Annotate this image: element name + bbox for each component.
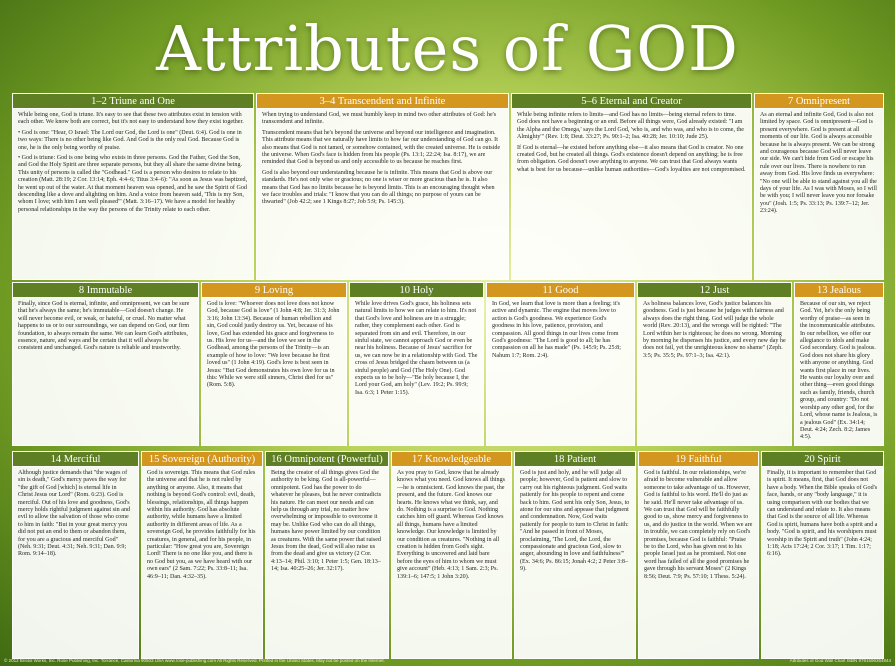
attribute-paragraph: God is just and holy, and he will judge all people; however, God is patient and slow to carry out his righteous judgment. God waits patiently for his people to repent and come back to him. God sent his only Son, Jesus, to atone for our sins and appease that judgment and condemnation. Now, God waits patiently for people to turn to Christ in faith: "And he passed in front of Moses, proclaiming, 'The Lord, the Lord, the compassionate and gracious God, slow to anger, abounding in love and faithfulness'" (Ex. 34:6; Ps. 86:15; Jonah 4:2; 2 Peter 3:8–9). <box>520 470 630 573</box>
attribute-card <box>761 451 884 659</box>
attribute-header: 12 Just <box>638 283 791 298</box>
attribute-header: 15 Sovereign (Authority) <box>142 452 262 467</box>
attribute-header: 1–2 Triune and One <box>13 94 253 109</box>
attribute-paragraph: Being the creator of all things gives God the authority to be king. God is all-powerful—omnipotent. God has the power to do whatever he pleases, but he never contradicts his nature. He can meet our needs and can help us through any trial, no matter how overwhelming or impossible to overcome it may be. Unlike God who can do all things, humans have power limited by our condition as creatures. With the same power that raised Jesus from the dead, God will also raise us from the dead and give us victory (2 Cor. 4:13–14; Phil. 3:10; 1 Peter 1:5; Gen. 18:13–14; Isa. 40:25–26; Jer. 32:17). <box>271 470 382 573</box>
attribute-paragraph: God is also beyond our understanding because he is infinite. This means that God is above our standards. He's not only wise or gracious; no one is wiser or more gracious than he is. It also means that God has no limits because he is beyond limits. This is an encouraging thought when we face troubles and trials: "I know that you can do all things; no purpose of yours can be thwarted" (Job 42:2; see 1 Kings 8:27; Job 5:9; Ps. 145:3). <box>262 169 495 206</box>
attribute-paragraph: God is love: "Whoever does not love does not know God, because God is love" (1 John 4:8; Jer. 31:3; John 3:16; John 13:34). Because of human rebellion and sin, God could justly destroy us. Yet, because of his love, God has extended his grace and forgiveness to us. His love for us—and the love we see in the Godhead, among the persons of the Trinity—is an example of how to love: "We love because he first loved us" (1 John 4:19). God's love is best seen in Jesus: "But God demonstrates his own love for us in this: While we were still sinners, Christ died for us" (Rom. 5:8). <box>207 301 340 389</box>
attribute-paragraph: Because of our sin, we reject God. Yet, he's the only being worthy of praise—as seen in the incommunicable attributes. In our rebellion, we offer our allegiance to idols and make God secondary. God is jealous. God does not share his glory with anyone or anything. God wants first place in our lives. He wants our loyalty over and other thing—even good things such as family, friends, church group, and country: "Do not worship any other god, for the Lord, whose name is Jealous, is a jealous God" (Ex. 34:14; Deut. 4:24; Zech. 8:2; James 4:5). <box>800 301 878 441</box>
attribute-card <box>754 93 884 280</box>
attribute-header: 13 Jealous <box>795 283 883 298</box>
attribute-header: 20 Spirit <box>762 452 883 467</box>
attribute-header: 14 Merciful <box>13 452 138 467</box>
attribute-header: 10 Holy <box>350 283 483 298</box>
attribute-body <box>13 109 253 220</box>
attribute-paragraph: In God, we learn that love is more than a feeling; it's active and dynamic. The engine that moves love to action is God's goodness. We experience God's goodness in his love, patience, provision, and compassion. All good things in our lives come from God's goodness: "The Lord is good to all; he has compassion on all he has made" (Ps. 145:9; Ps. 25:8; Nahum 1:7; Rom. 2:4). <box>492 301 621 359</box>
attribute-header: 17 Knowledgeable <box>392 452 511 467</box>
attribute-header: 8 Immutable <box>13 283 198 298</box>
attribute-body <box>755 109 883 222</box>
attribute-paragraph: If God is eternal—he existed before anything else—it also means that God is creator. No one created God, but he created all things. God's existence doesn't depend on anything; he is free from obligation. God doesn't owe anything to anyone. We can trust that God always wants what is best for us because—unlike human authorities—God's loyalties are not compromised. <box>517 144 746 173</box>
footer-copyright: © 2012 Bristol Works, Inc. Rose Publishing, Inc. Torrance, California 90503 USA www.rose-publishing.com All Rights Reserved. Printed in the United States. May not be posted on the Internet. <box>4 657 385 663</box>
attribute-paragraph: Finally, since God is eternal, infinite, and omnipresent, we can be sure that he's always the same; he's immutable—God doesn't change. He will never become evil, or weak, or hateful, or cruel. No matter what happens to us or to our surroundings, we can depend on God, our firm foundation, to always remain the same. We can learn God's attributes, essence, nature, and ways and be certain that it will always be consistent and unchanged. God's nature is reliable and trustworthy. <box>18 301 190 352</box>
attribute-body <box>142 467 262 587</box>
attribute-paragraph: As you pray to God, know that he already knows what you need. God knows all things—he is omniscient. God knows the past, the present, and the future. God knows our hearts. He knows what we think, say, and do. Nothing is a surprise to God. Nothing catches him off guard. Whereas God knows all things, humans have a limited knowledge. Our knowledge is limited by our condition as creatures. "Nothing in all creation is hidden from God's sight. Everything is uncovered and laid bare before the eyes of him to whom we must give account" (Heb. 4:13; 1 Sam. 2:3; Ps. 139:1–6; 147:5; 1 John 3:20). <box>397 470 505 580</box>
attribute-card <box>637 282 792 446</box>
attribute-header: 5–6 Eternal and Creator <box>512 94 751 109</box>
attribute-paragraph: • God is triune: God is one being who exists in three persons. God the Father, God the Son, and God the Holy Spirit are three separate persons, but they all share the same divine being. This unity of persons is called the "Godhead." God is a person who desires to relate to his creation (Matt. 28:19; 2 Cor. 13:14; Eph. 4:4–6; Titus 3:4–6): "As soon as Jesus was baptized, he went up out of the water. At that moment heaven was opened, and he saw the Spirit of God descending like a dove and alighting on him. And a voice from heaven said, 'This is my Son, whom I love; with him I am well pleased'" (Matt. 3:16–17). We have a model for healthy personal relationships in the way the persons of the Trinity relate to each other. <box>18 155 248 213</box>
attribute-body <box>13 467 138 565</box>
attribute-paragraph: When trying to understand God, we must humbly keep in mind two other attributes of God: he's transcendent and infinite. <box>262 112 497 126</box>
attribute-body <box>257 109 508 213</box>
attribute-card <box>638 451 759 659</box>
attribute-body <box>202 298 346 396</box>
attribute-body <box>639 467 758 587</box>
attribute-paragraph: While being infinite refers to limits—and God has no limits—being eternal refers to time. God does not have a beginning or an end. Before all things were, God already existed: "I am the Alpha and the Omega,' says the Lord God, 'who is, and who was, and who is to come, the Almighty'" (Rev. 1:8; Deut. 33:27; Ps. 90:1–2; Isa. 40:28; Jer. 10:10; Jude 25). <box>517 112 744 141</box>
attribute-body <box>13 298 198 359</box>
attribute-card <box>201 282 347 446</box>
attribute-paragraph: While love drives God's grace, his holiness sets natural limits to how we can relate to him. It's not that God's love and holiness are in a struggle; rather, they complement each other. God is separated from sin and evil. Therefore, in our sinful state, we cannot approach God or even be near his holiness. Because of Jesus' sacrifice for us, we can now be in a relationship with God. The cross of Jesus bridged the chasm between us (a sinful people) and God (The Holy One). God expects us to be holy—"Be holy because I, the Lord your God, am holy" (Lev. 19:2; Ps. 99:9; Isa. 6:3; 1 Peter 1:15). <box>355 301 478 396</box>
attribute-body <box>795 298 883 446</box>
attribute-body <box>392 467 511 587</box>
attribute-card <box>12 282 199 446</box>
attribute-body <box>512 109 751 180</box>
attribute-paragraph: Transcendent means that he's beyond the universe and beyond our intelligence and imagination. This attribute means that we naturally have limits to how far our understanding of God can go. It also means that God is not tamed, or somehow contained, with the created universe. He is outside the universe. When God's face is hidden from his people (Ps. 13:1; 22:24; Isa. 8:17), we are reminded that God is beyond us and only accessible to us because he reaches first. <box>262 129 501 166</box>
attribute-body <box>515 467 635 580</box>
attribute-header: 18 Patient <box>515 452 635 467</box>
attribute-card <box>511 93 752 280</box>
page-title: Attributes of GOD <box>156 12 739 85</box>
attribute-card <box>794 282 884 446</box>
attribute-body <box>350 298 483 403</box>
attribute-header: 9 Loving <box>202 283 346 298</box>
attribute-paragraph: As holiness balances love, God's justice balances his goodness. God is just because he judges with fairness and always does the right thing. God will judge the whole world (Rev. 20:13), and the wrongs will be righted: "The Lord within her is righteous; he does no wrong. Morning by morning he dispenses his justice, and every new day he does not fail, yet the unrighteous know no shame" (Zeph. 3:5; Ps. 35:5; Ps. 97:1–3; Isa. 42:1). <box>643 301 786 359</box>
attribute-paragraph: Although justice demands that "the wages of sin is death," God's mercy paves the way for "the gift of God [which] is eternal life in Christ Jesus our Lord" (Rom. 6:23). God is merciful. Out of his love and goodness, God's mercy holds rightful judgment against sin and evil to allow the salvation of those who come to him in faith: "But in your great mercy you did not put an end to them or abandon them, for you are a gracious and merciful God" (Neh. 9:31; Deut. 4:31; Neh. 9:31; Dan. 9:9; Rom. 9:14–18). <box>18 470 131 558</box>
attribute-paragraph: Finally, it is important to remember that God is spirit. It means, first, that God does not have a body. When the Bible speaks of God's face, hands, or any "body language," it is using comparison with our bodies that we can understand and relate to. It also means that God is the source of all life. Whereas God is spirit, humans have both a spirit and a body. "God is spirit, and his worshipers must worship in the Spirit and truth" (John 4:24; 1:18; Acts 17:24; 2 Cor. 3:17; 1 Tim. 1:17; 6:16). <box>767 470 878 558</box>
footer-chart-info: Attributes of God Wall Chart ISBN 9781596364844 <box>789 657 891 663</box>
attribute-header: 7 Omnipresent <box>755 94 883 109</box>
attribute-header: 3–4 Transcendent and Infinite <box>257 94 508 109</box>
attribute-header: 16 Omnipotent (Powerful) <box>266 452 388 467</box>
attribute-body <box>487 298 634 366</box>
attribute-paragraph: As an eternal and infinite God, God is also not limited by space. God is omnipresent—God is present everywhere. God is present at all moments of our life. God is always accessible because he is always present. We can be strong and courageous because God will never leave our side. We can't hide from God or escape his rule over our lives. There is nowhere to run away from God. His love finds us everywhere: "No one will be able to stand against you all the days of your life. As I was with Moses, so I will be with you; I will never leave you nor forsake you" (Josh. 1:5; Ps. 33:13; Ps. 139:7–12; Jer. 23:24). <box>760 112 877 215</box>
attribute-body <box>266 467 388 580</box>
attribute-card <box>391 451 512 659</box>
attribute-body <box>762 467 883 565</box>
attribute-card <box>514 451 636 659</box>
attribute-card <box>349 282 484 446</box>
attribute-card <box>486 282 635 446</box>
attribute-paragraph: God is faithful. In our relationships, we're afraid to become vulnerable and allow someone to take advantage of us. However, God is faithful to his word. He'll do just as he said. He'll never take advantage of us. We can trust that God will be faithfully good to us, show mercy and forgiveness to us, and do justice in the world. When we are in trouble, we can completely rely on God's promises, because God is faithful: "Praise be to the Lord, who has given rest to his people Israel just as he promised. Not one word has failed of all the good promises he gave through his servant Moses" (2 Kings 8:56; Deut. 7:9; Ps. 57:10; 1 Thess. 5:24). <box>644 470 753 580</box>
footer <box>4 656 891 664</box>
attribute-card <box>12 451 139 659</box>
attribute-card <box>141 451 263 659</box>
attribute-paragraph: God is sovereign. This means that God rules the universe and that he is not ruled by anything or anyone. Also, it means that nothing is beyond God's control: evil, death, blessings, relationships, all things happen within his authority. God has absolute authority, while humans have a limited authority in different areas of life. As a sovereign God, he provides faithfully for his creatures, in general, and for his people, in particular: "How great you are, Sovereign Lord! There is no one like you, and there is no God but you, as we have heard with our own ears" (2 Sam. 7:22; Ps. 33:8–11; Isa. 46:9–11; Dan. 4:32–35). <box>147 470 256 580</box>
attribute-card <box>256 93 509 280</box>
attribute-body <box>638 298 791 366</box>
attribute-card <box>265 451 389 659</box>
attribute-header: 19 Faithful <box>639 452 758 467</box>
attribute-header: 11 Good <box>487 283 634 298</box>
attribute-paragraph: While being one, God is triune. It's easy to see that these two attributes exist in tension with each other. We know both are correct, but it's not easy to understand how they exist together. <box>18 112 244 126</box>
attribute-card <box>12 93 254 280</box>
attribute-paragraph: • God is one: "Hear, O Israel: The Lord our God, the Lord is one" (Deut. 6:4). God is one in two ways: There is no other being like God. And God is the only real God. Because God is one, he is the only being worthy of praise. <box>18 129 242 151</box>
